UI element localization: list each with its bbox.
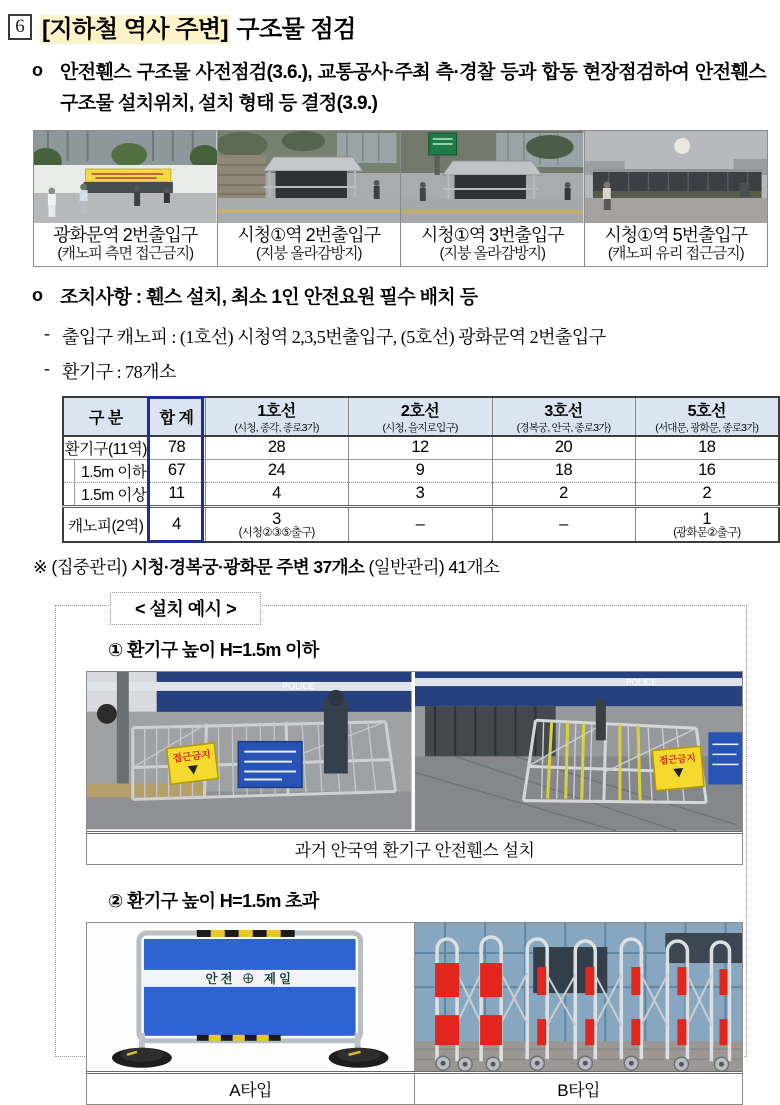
note-marker: ※ bbox=[33, 557, 48, 578]
cell-line1: 4 bbox=[205, 482, 348, 506]
cell-line2: 3 bbox=[348, 482, 492, 506]
sub-bullet-vent bbox=[44, 358, 770, 384]
col-header-total: 합 계 bbox=[148, 397, 205, 436]
note-intensive-value: 시청·경복궁·광화문 주변 37개소 bbox=[131, 557, 365, 578]
row-label: 환기구(11역) bbox=[63, 436, 148, 460]
title-rest: 구조물 점검 bbox=[230, 16, 356, 43]
station-photo-strip bbox=[33, 130, 768, 268]
col-header-line3: 3호선 (경복궁, 안국, 종로3가) bbox=[492, 397, 635, 436]
table-row-canopy bbox=[63, 506, 779, 542]
type-photo-container bbox=[86, 922, 743, 1105]
photo-caption: 시청①역 5번출입구 bbox=[604, 224, 748, 245]
hazard-stripes-top bbox=[197, 930, 295, 937]
cell-line3: 18 bbox=[492, 459, 635, 482]
dash-marker: - bbox=[44, 322, 50, 343]
photo-subcaption: (지붕 올라감방지) bbox=[255, 245, 362, 263]
photo-cell-cityhall-exit5 bbox=[584, 130, 768, 267]
gwanghwamun-exit2-photo bbox=[34, 131, 217, 223]
col-header-line1: 1호선 (시청, 종각, 종로3가) bbox=[205, 397, 348, 436]
cell-line2: 12 bbox=[348, 436, 492, 460]
table-row-vents bbox=[63, 436, 779, 460]
type-a-photo-cell bbox=[87, 923, 415, 1071]
table-row-under15 bbox=[63, 459, 779, 482]
example-box-label: < 설치 예시 > bbox=[110, 592, 261, 625]
table-row-over15 bbox=[63, 482, 779, 506]
page-title-text bbox=[40, 9, 356, 44]
cell-line5: 2 bbox=[635, 482, 779, 506]
type-b-caption: B타입 bbox=[414, 1074, 742, 1104]
cityhall-exit5-photo bbox=[585, 131, 768, 223]
sub-bullet-canopy bbox=[44, 323, 770, 349]
cell-line5: 1 (광화문②출구) bbox=[635, 506, 779, 542]
type-a-barrier-photo bbox=[87, 923, 414, 1071]
type-b-photo-cell bbox=[415, 923, 743, 1071]
fence-photo-caption: 과거 안국역 환기구 안전휀스 설치 bbox=[294, 841, 535, 861]
col-header-line5: 5호선 (서대문, 광화문, 종로3가) bbox=[635, 397, 779, 436]
sub-bullet-vent-text: 환기구 : 78개소 bbox=[62, 361, 176, 382]
col-header-gubun: 구 분 bbox=[63, 397, 148, 436]
cell-line5: 18 bbox=[635, 436, 779, 460]
photo-caption: 시청①역 3번출입구 bbox=[420, 224, 564, 245]
type-b-barrier-photo bbox=[415, 923, 743, 1071]
bullet-marker: o bbox=[32, 60, 43, 80]
police-bus-label: POLICE bbox=[625, 677, 657, 688]
cell-line3: 20 bbox=[492, 436, 635, 460]
cell-line1: 24 bbox=[205, 459, 348, 482]
type-a-caption: A타입 bbox=[229, 1081, 272, 1101]
cell-line2: 9 bbox=[348, 459, 492, 482]
example-section2-heading: ② 환기구 높이 H=1.5m 초과 bbox=[108, 891, 319, 912]
cell-line5: 16 bbox=[635, 459, 779, 482]
management-note bbox=[33, 554, 780, 579]
keepout-sign-text: 접근금지 bbox=[658, 753, 696, 768]
section-number-badge: 6 bbox=[8, 14, 32, 40]
photo-cell-cityhall-exit3 bbox=[401, 130, 585, 267]
sub-bullet-canopy-text: 출입구 캐노피 : (1호선) 시청역 2,3,5번출입구, (5호선) 광화문역 2번출입구 bbox=[62, 326, 606, 347]
page-title bbox=[8, 9, 780, 44]
photo-caption: 시청①역 2번출입구 bbox=[237, 224, 381, 245]
photo-subcaption: (캐노피 유리 접근금지) bbox=[607, 245, 744, 263]
photo-cell-gwanghwamun bbox=[34, 130, 218, 267]
anguk-fence-photo-2 bbox=[415, 672, 743, 831]
row-label: 1.5m 이하 bbox=[63, 459, 148, 482]
photo-subcaption: (캐노피 측면 접근금지) bbox=[57, 245, 194, 263]
keepout-sign-text: 접근금지 bbox=[171, 749, 212, 766]
type-caption-bar bbox=[87, 1071, 742, 1104]
example-section1-heading: ① 환기구 높이 H=1.5m 이하 bbox=[108, 640, 319, 661]
fence-photo-caption-bar bbox=[87, 831, 742, 864]
safety-banner-text: 안전 ⊕ 제일 bbox=[205, 972, 295, 987]
anguk-fence-photo-left bbox=[87, 672, 415, 831]
note-general-value: 41개소 bbox=[448, 557, 500, 578]
cell-total: 67 bbox=[148, 459, 205, 482]
row-label: 캐노피(2역) bbox=[63, 506, 148, 542]
photo-caption: 광화문역 2번출입구 bbox=[53, 224, 198, 245]
installation-example-box bbox=[55, 599, 747, 1101]
cell-line1: 3 (시청②③⑤출구) bbox=[205, 506, 348, 542]
cell-line3: 2 bbox=[492, 482, 635, 506]
hazard-stripes-bottom bbox=[197, 1035, 281, 1041]
row-label: 1.5m 이상 bbox=[63, 482, 148, 506]
bullet-precheck-text: 안전휀스 구조물 사전점검(3.6.), 교통공사·주최 측·경찰 등과 합동 현장점검하여 안전휀스 구조물 설치위치, 설치 형태 등 결정(3.9.) bbox=[60, 62, 766, 114]
cell-line2: – bbox=[348, 506, 492, 542]
cell-total: 78 bbox=[148, 436, 205, 460]
title-highlight: [지하철 역사 주변] bbox=[42, 16, 229, 43]
dash-marker: - bbox=[44, 357, 50, 378]
note-general-label: (일반관리) bbox=[368, 557, 445, 578]
photo-cell-cityhall-exit2 bbox=[217, 130, 401, 267]
bullet-marker: o bbox=[32, 285, 43, 306]
cell-total: 11 bbox=[148, 482, 205, 506]
anguk-fence-photo-1 bbox=[87, 672, 412, 829]
bullet-actions-text: 조치사항 : 휀스 설치, 최소 1인 안전요원 필수 배치 등 bbox=[60, 287, 478, 309]
cell-total: 4 bbox=[148, 506, 205, 542]
col-header-line2: 2호선 (시청, 을지로입구) bbox=[348, 397, 492, 436]
cityhall-exit3-photo bbox=[401, 131, 584, 223]
fence-photo-container bbox=[86, 671, 743, 865]
vent-count-table bbox=[62, 396, 780, 544]
cell-line3: – bbox=[492, 506, 635, 542]
photo-subcaption: (지붕 올라감방지) bbox=[439, 245, 546, 263]
police-bus-label: POLICE bbox=[282, 681, 315, 692]
note-intensive-label: (집중관리) bbox=[51, 557, 128, 578]
bullet-precheck bbox=[32, 58, 766, 120]
anguk-fence-photo-right bbox=[415, 672, 743, 831]
cityhall-exit2-photo bbox=[218, 131, 401, 223]
bullet-actions bbox=[32, 283, 766, 314]
vent-count-table-wrap bbox=[62, 396, 778, 544]
cell-line1: 28 bbox=[205, 436, 348, 460]
